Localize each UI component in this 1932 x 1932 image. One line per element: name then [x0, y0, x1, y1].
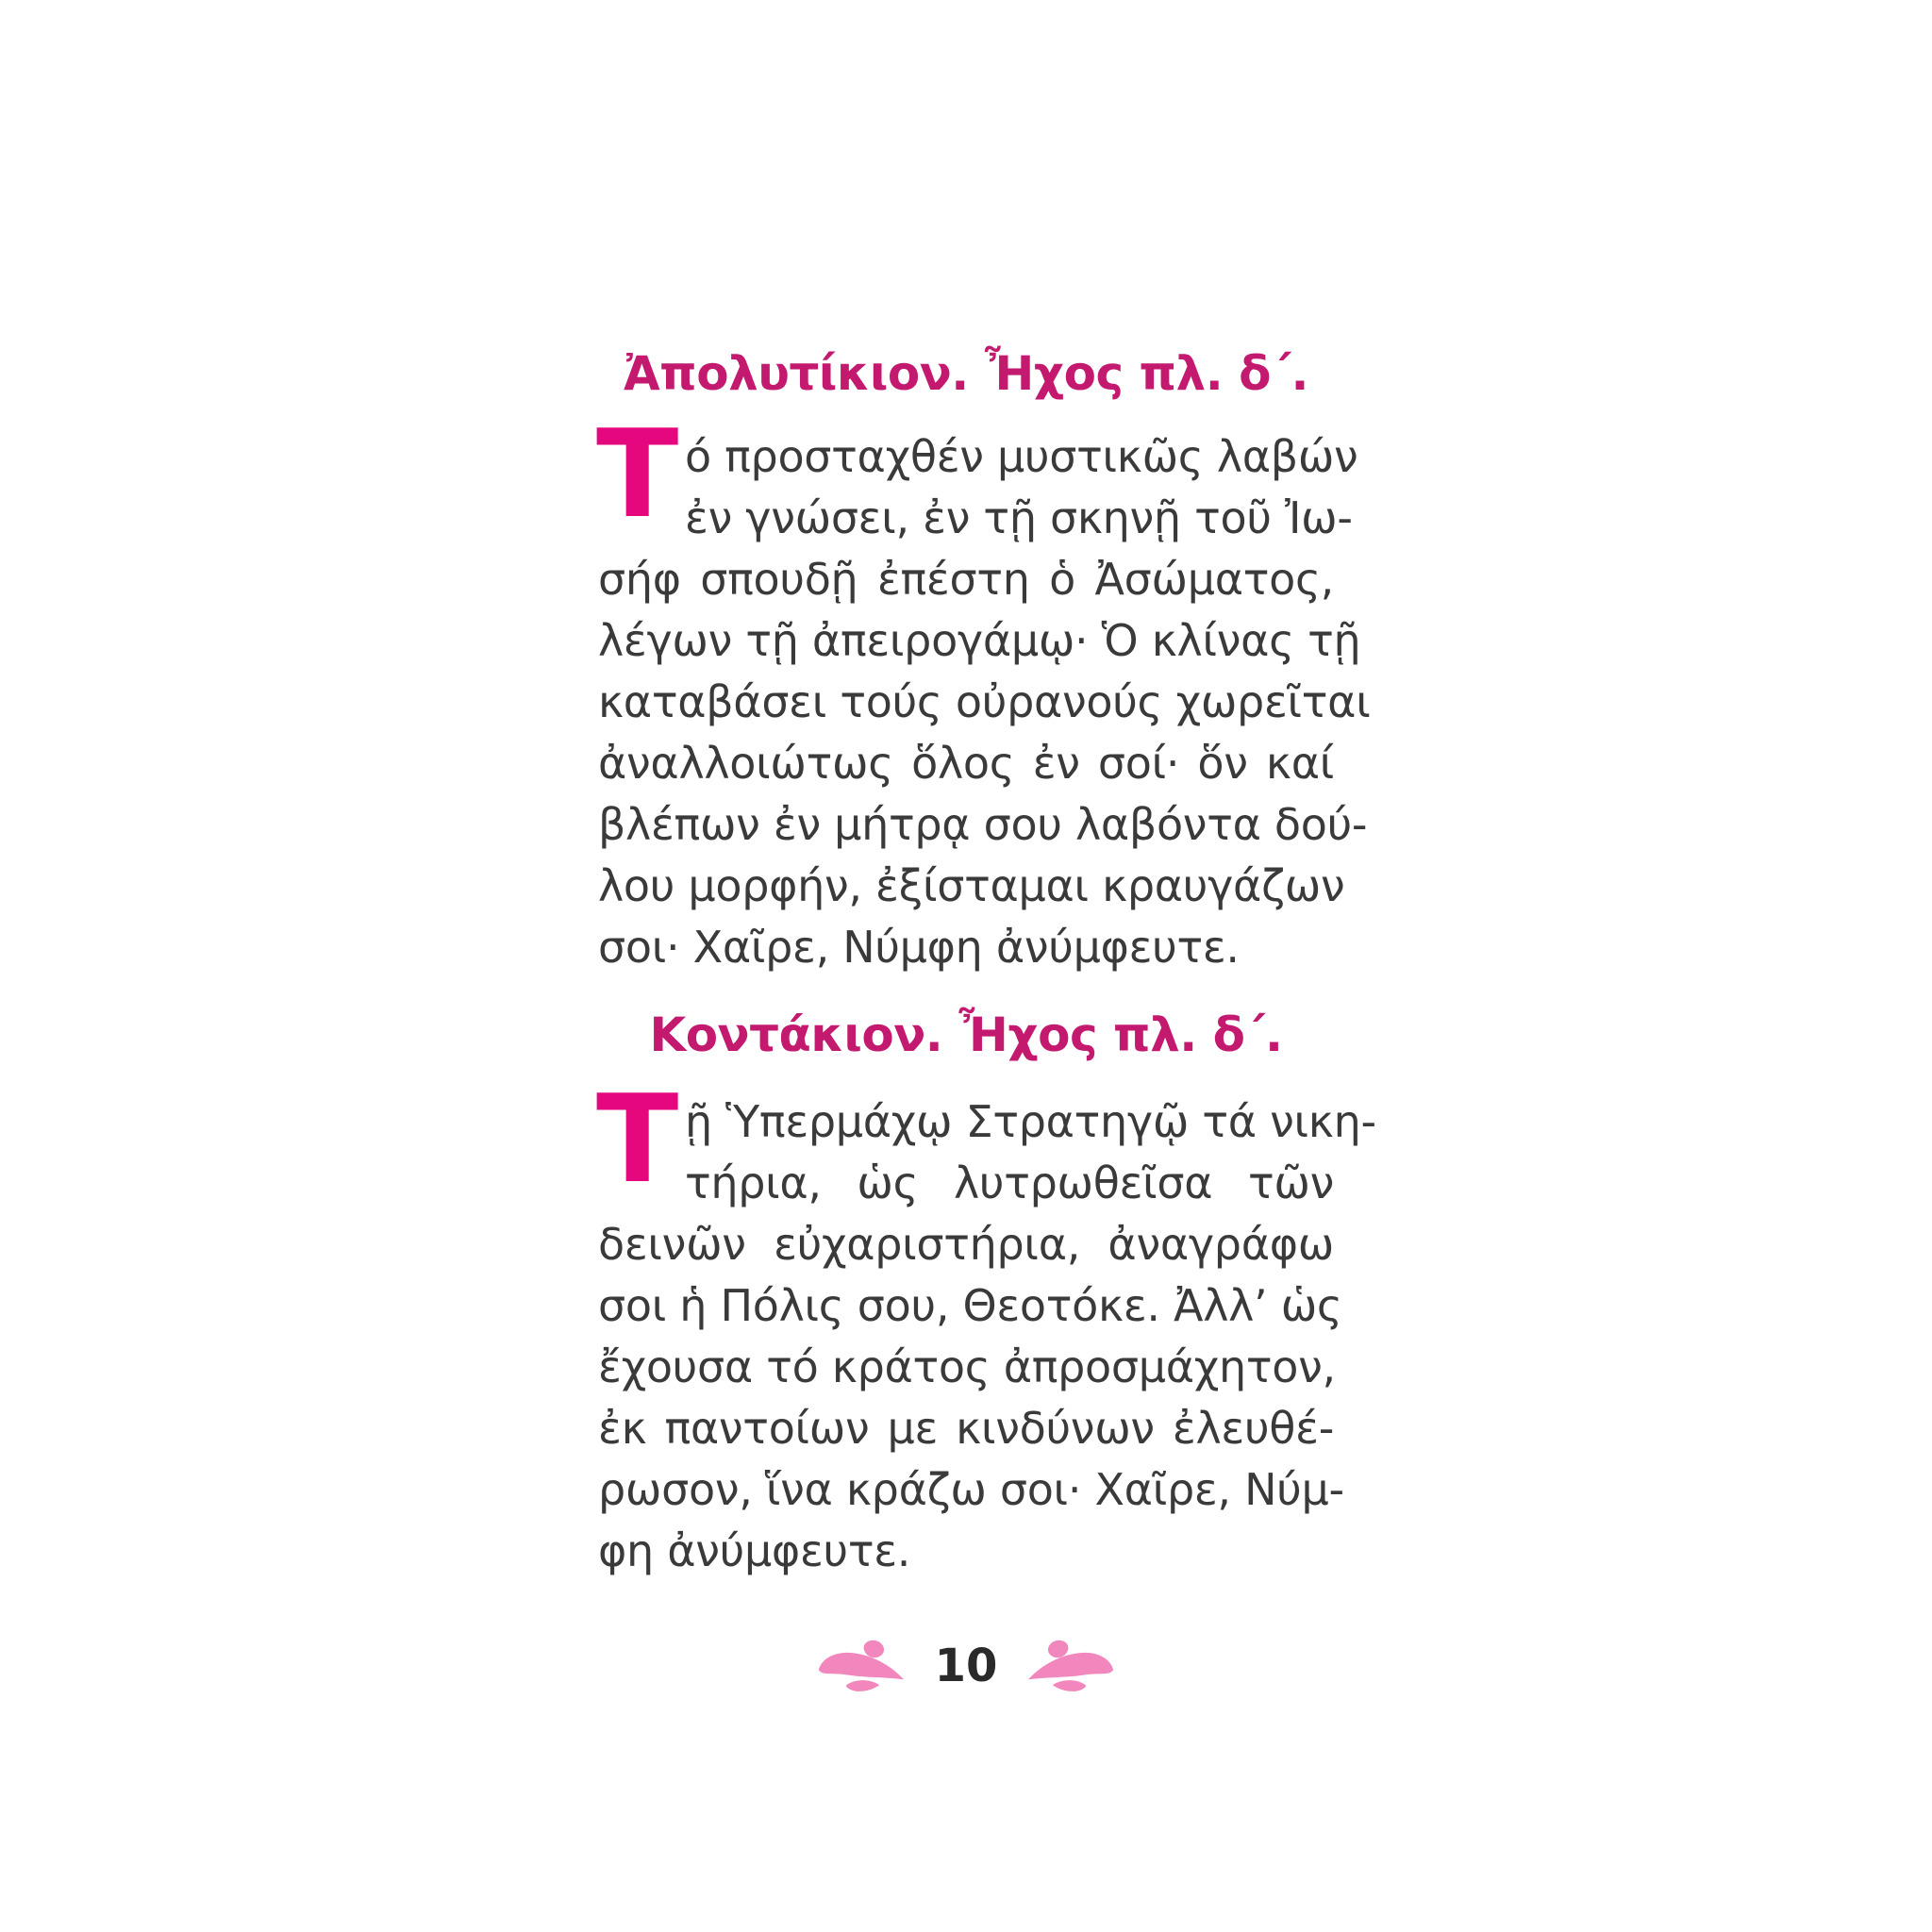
- text-line: ἀναλλοιώτως ὅλος ἐν σοί· ὅν καί: [598, 738, 1334, 789]
- flourish-left-icon: [816, 1639, 907, 1693]
- text-line: τήρια, ὡς λυτρωθεῖσα τῶν: [685, 1158, 1334, 1208]
- text-line: σήφ σπουδῇ ἐπέστη ὁ Ἀσώματος,: [598, 554, 1334, 605]
- text-line: σοι ἡ Πόλις σου, Θεοτόκε. Ἀλλ’ ὡς: [598, 1280, 1342, 1331]
- text-line: καταβάσει τούς οὐρανούς χωρεῖται: [598, 676, 1371, 727]
- text-line: ῇ Ὑπερμάχῳ Στρατηγῷ τά νικη-: [685, 1096, 1376, 1147]
- text-line: ἐκ παντοίων με κινδύνων ἐλευθέ-: [598, 1403, 1334, 1454]
- text-line: φη ἀνύμφευτε.: [598, 1525, 911, 1576]
- text-line: λέγων τῇ ἀπειρογάμῳ· Ὁ κλίνας τῇ: [598, 615, 1361, 666]
- prayer-book-page: [596, 0, 1376, 1693]
- page-footer: [598, 1639, 1334, 1693]
- dropcap-letter: Τ: [596, 405, 679, 545]
- kontakion-paragraph: [596, 1070, 1376, 1582]
- apolytikion-section: [596, 345, 1371, 978]
- text-line: ρωσον, ἵνα κράζω σοι· Χαῖρε, Νύμ-: [598, 1464, 1344, 1515]
- text-line: ό προσταχθέν μυστικῶς λαβών: [685, 431, 1358, 482]
- page-number: 10: [934, 1640, 998, 1692]
- kontakion-section: [596, 1007, 1376, 1582]
- text-line: σοι· Χαῖρε, Νύμφη ἀνύμφευτε.: [598, 922, 1240, 973]
- text-line: βλέπων ἐν μήτρᾳ σου λαβόντα δού-: [598, 799, 1368, 850]
- apolytikion-heading: Ἀπολυτίκιον. Ἦχος πλ. δ΄.: [623, 346, 1309, 401]
- text-line: δεινῶν εὐχαριστήρια, ἀναγράφω: [598, 1219, 1334, 1270]
- text-line: ἔχουσα τό κράτος ἀπροσμάχητον,: [598, 1341, 1336, 1392]
- text-line: ἐν γνώσει, ἐν τῇ σκηνῇ τοῦ Ἰω-: [685, 492, 1353, 543]
- apolytikion-paragraph: [596, 405, 1371, 978]
- kontakion-heading: Κοντάκιον. Ἦχος πλ. δ΄.: [649, 1008, 1283, 1062]
- dropcap-letter: Τ: [596, 1070, 679, 1210]
- text-line: λου μορφήν, ἐξίσταμαι κραυγάζων: [598, 860, 1345, 911]
- flourish-right-icon: [1025, 1639, 1116, 1693]
